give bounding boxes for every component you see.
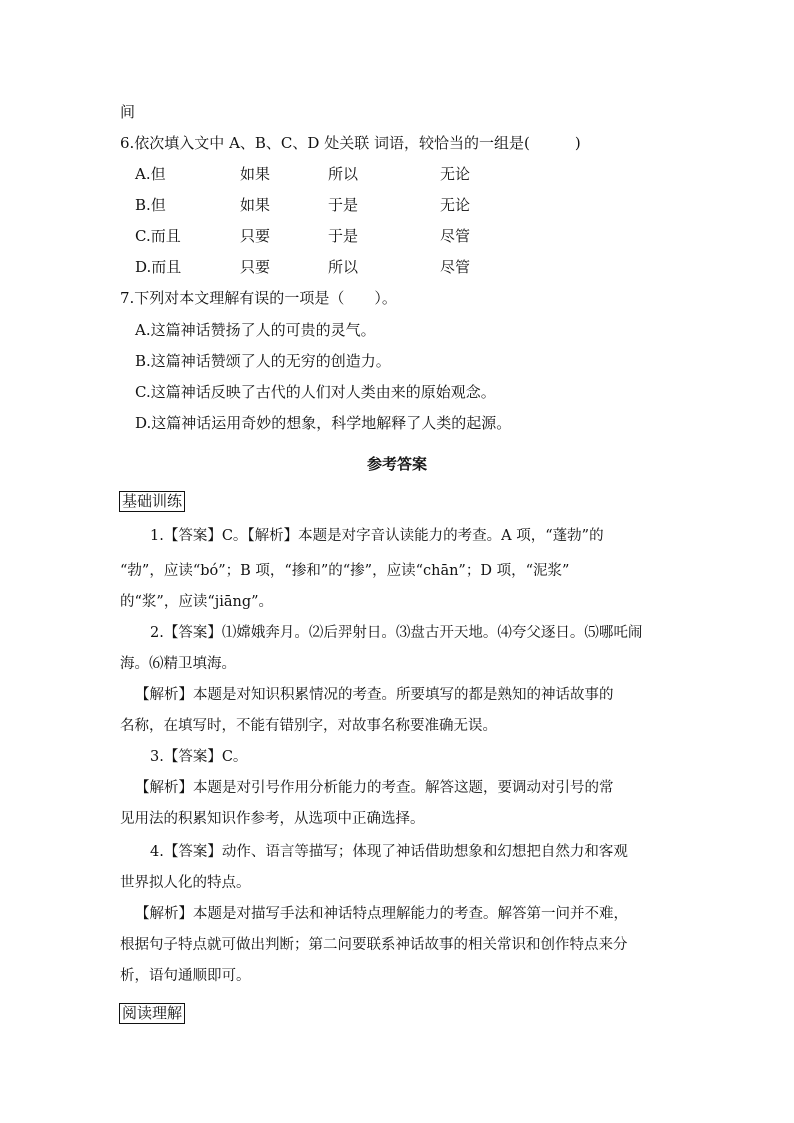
analysis-line: 【解析】本题是对知识积累情况的考查。所要填写的都是熟知的神话故事的: [135, 687, 614, 703]
option-word: 尽管: [440, 258, 471, 276]
analysis-line: 根据句子特点就可做出判断；第二问要联系神话故事的相关常识和创作特点来分: [120, 937, 628, 953]
option-label: C.而且: [135, 227, 181, 245]
q7-option-b: B.这篇神话赞颂了人的无穷的创造力。: [135, 352, 391, 370]
q7-option-d: D.这篇神话运用奇妙的想象，科学地解释了人类的起源。: [135, 414, 512, 432]
option-word: 只要: [240, 227, 271, 245]
question-6-stem: 6.依次填入文中 A、B、C、D 处关联 词语，较恰当的一组是( ): [120, 134, 581, 152]
analysis-line: 见用法的积累知识作参考，从选项中正确选择。: [120, 811, 425, 827]
option-word: 所以: [328, 165, 359, 183]
question-7-stem: 7.下列对本文理解有误的一项是（ ）。: [120, 289, 397, 307]
answer-line: 1.【答案】C。【解析】本题是对字音认读能力的考查。A 项，“蓬勃”的: [150, 528, 604, 544]
option-label: D.而且: [135, 258, 182, 276]
analysis-line: 【解析】本题是对引号作用分析能力的考查。解答这题，要调动对引号的常: [135, 780, 614, 796]
option-word: 无论: [440, 196, 471, 214]
option-word: 所以: [328, 258, 359, 276]
section-heading-reading: 阅读理解: [119, 1003, 185, 1024]
section-heading-basic: 基础训练: [119, 491, 185, 512]
option-word: 尽管: [440, 227, 471, 245]
option-label: A.但: [135, 165, 166, 183]
answer-line: 海。⑹精卫填海。: [120, 656, 236, 672]
q7-option-c: C.这篇神话反映了古代的人们对人类由来的原始观念。: [135, 383, 496, 401]
option-word: 如果: [240, 165, 271, 183]
answer-line: 4.【答案】动作、语言等描写；体现了神话借助想象和幻想把自然力和客观: [150, 844, 628, 860]
option-word: 无论: [440, 165, 471, 183]
option-label: B.但: [135, 196, 166, 214]
option-word: 如果: [240, 196, 271, 214]
q7-option-a: A.这篇神话赞扬了人的可贵的灵气。: [135, 321, 376, 339]
analysis-line: 析，语句通顺即可。: [120, 968, 251, 984]
answer-line: 的“浆”，应读“jiāng”。: [120, 594, 274, 610]
answer-title: 参考答案: [366, 455, 427, 473]
option-word: 只要: [240, 258, 271, 276]
answer-line: “勃”，应读“bó”；B 项，“掺和”的“掺”，应读“chān”；D 项，“泥浆”: [120, 563, 570, 579]
answer-line: 2.【答案】⑴嫦娥奔月。⑵后羿射日。⑶盘古开天地。⑷夸父逐日。⑸哪吒闹: [150, 625, 643, 641]
answer-line: 世界拟人化的特点。: [120, 875, 251, 891]
option-word: 于是: [328, 196, 359, 214]
answer-line: 3.【答案】C。: [150, 749, 248, 765]
analysis-line: 【解析】本题是对描写手法和神话特点理解能力的考查。解答第一问并不难，: [135, 906, 628, 922]
analysis-line: 名称，在填写时，不能有错别字，对故事名称要准确无误。: [120, 718, 497, 734]
question-text-continuation: 间: [120, 103, 136, 121]
option-word: 于是: [328, 227, 359, 245]
